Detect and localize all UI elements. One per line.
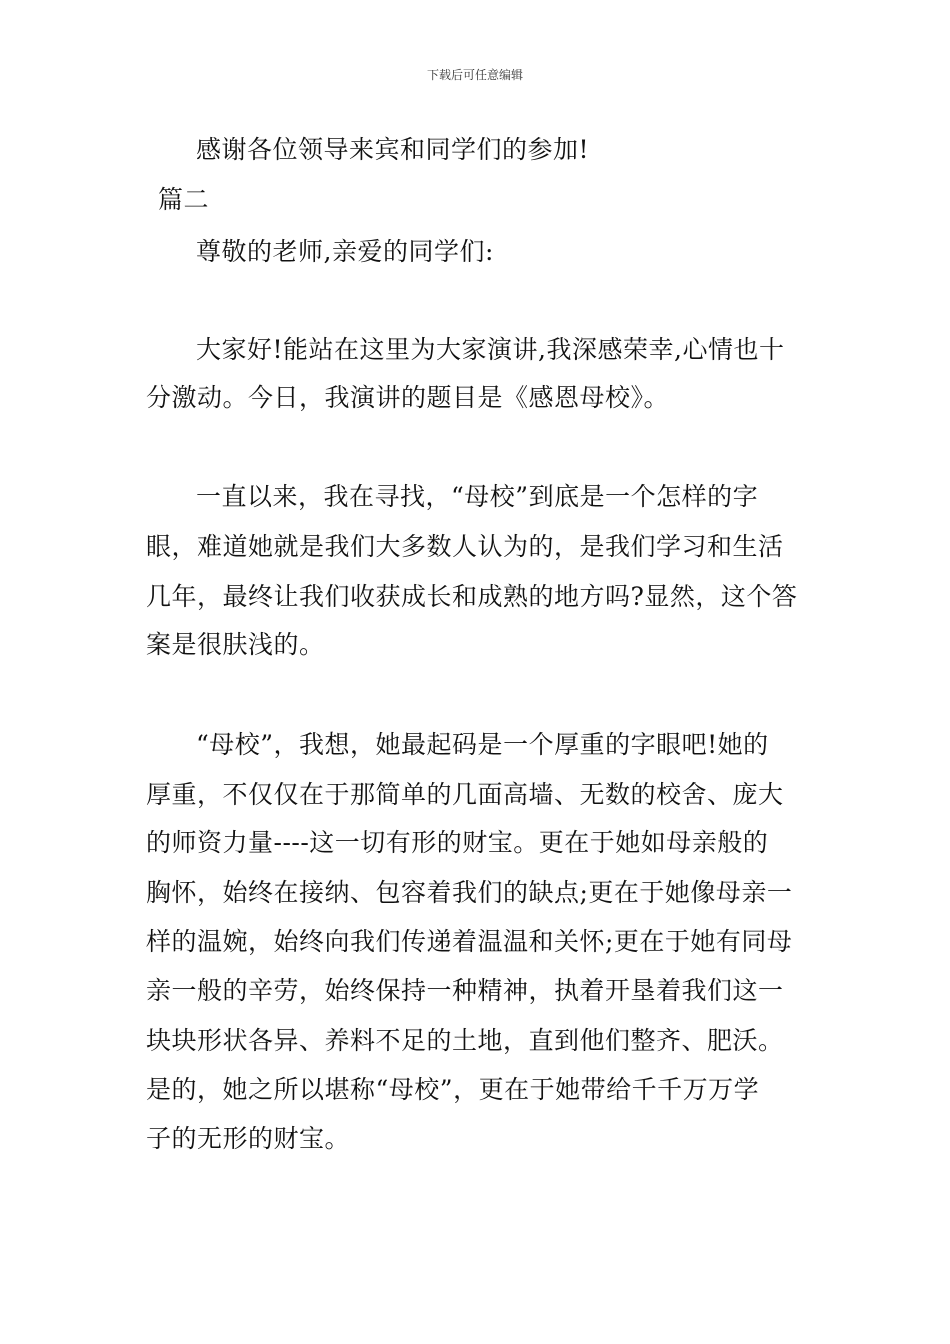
text-line: 分激动。今日，我演讲的题目是《感恩母校》。 xyxy=(146,383,670,412)
text-line: 几年，最终让我们收获成长和成熟的地方吗?显然，这个答 xyxy=(146,582,798,611)
text-line: 厚重，不仅仅在于那简单的几面高墙、无数的校舍、庞大 xyxy=(146,780,784,809)
text-line: 眼，难道她就是我们大多数人认为的，是我们学习和生活 xyxy=(146,532,784,561)
salutation: 尊敬的老师,亲爱的同学们: xyxy=(196,237,494,266)
text-line: 亲一般的辛劳，始终保持一种精神，执着开垦着我们这一 xyxy=(146,976,784,1005)
text-line: 一直以来，我在寻找，“母校”到底是一个怎样的字 xyxy=(196,482,759,511)
text-line: 大家好!能站在这里为大家演讲,我深感荣幸,心情也十 xyxy=(196,335,785,364)
section-heading: 篇二 xyxy=(158,185,210,214)
text-line: “母校”，我想，她最起码是一个厚重的字眼吧!她的 xyxy=(196,730,769,759)
text-line: 案是很肤浅的。 xyxy=(146,630,325,659)
text-line: 感谢各位领导来宾和同学们的参加! xyxy=(196,135,590,164)
text-line: 子的无形的财宝。 xyxy=(146,1124,351,1153)
text-line: 是的，她之所以堪称“母校”，更在于她带给千千万万学 xyxy=(146,1075,760,1104)
header-note: 下载后可任意编辑 xyxy=(426,68,523,82)
text-line: 块块形状各异、养料不足的土地，直到他们整齐、肥沃。 xyxy=(146,1026,784,1055)
text-line: 胸怀，始终在接纳、包容着我们的缺点;更在于她像母亲一 xyxy=(146,878,793,907)
text-line: 的师资力量----这一切有形的财宝。更在于她如母亲般的 xyxy=(146,828,769,857)
text-line: 样的温婉，始终向我们传递着温温和关怀;更在于她有同母 xyxy=(146,927,793,956)
